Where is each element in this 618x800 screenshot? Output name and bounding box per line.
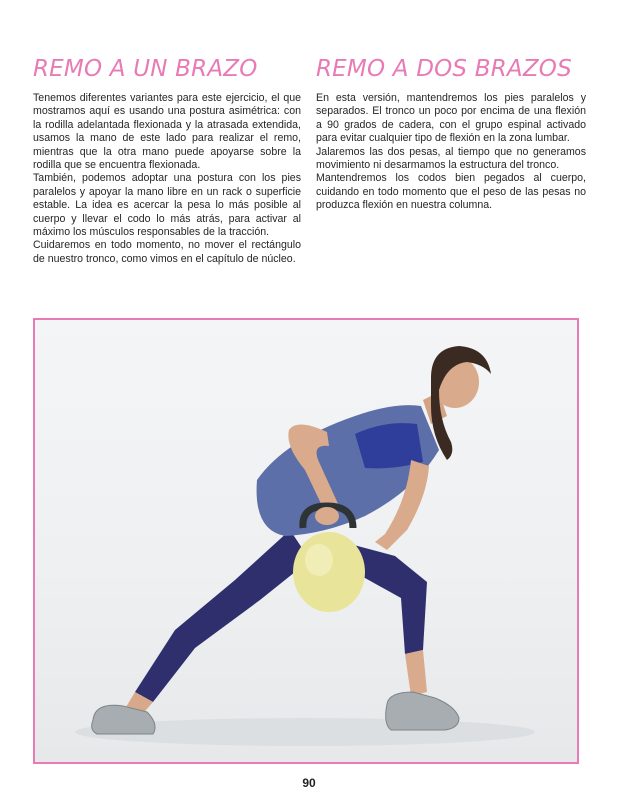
right-body-text bbox=[316, 92, 586, 213]
gripping-hand bbox=[315, 507, 339, 525]
front-shin bbox=[405, 650, 427, 696]
woman-kettlebell-row-illustration bbox=[35, 320, 577, 762]
exercise-photo bbox=[33, 318, 579, 764]
kettlebell-highlight bbox=[305, 544, 333, 576]
heading-remo-un-brazo: REMO A UN BRAZO bbox=[33, 56, 258, 82]
left-paragraph-3: Cuidaremos en todo momento, no mover el rectángulo de nuestro tronco, como vimos en el capítulo de núcleo. bbox=[33, 239, 301, 265]
left-paragraph-1: Tenemos diferentes variantes para este ejercicio, el que mostramos aquí es usando una postura asimétrica: con la rodilla adelantada flexionada y la atrasada extendida, usamos la mano de este lado para realizar el remo, mientras que la otra mano puede apoyarse sobre la rodilla que se encuentra flexionada. bbox=[33, 92, 301, 172]
left-body-text bbox=[33, 92, 301, 266]
page-number: 90 bbox=[302, 776, 316, 790]
right-column bbox=[316, 56, 586, 213]
left-column bbox=[33, 56, 301, 266]
left-paragraph-2: También, podemos adoptar una postura con los pies paralelos y apoyar la mano libre en un rack o superficie estable. La idea es acercar la pesa lo más posible al cuerpo y llevar el codo lo más atrás, para activar al máximo los músculos responsables de la tracción. bbox=[33, 172, 301, 239]
back-leg bbox=[135, 530, 310, 702]
front-shoe bbox=[386, 692, 459, 730]
heading-remo-dos-brazos: REMO A DOS BRAZOS bbox=[316, 56, 572, 82]
right-paragraph-2: Jalaremos las dos pesas, al tiempo que no generamos movimiento ni desarmamos la estructura del tronco. bbox=[316, 145, 586, 172]
kettlebell bbox=[293, 532, 365, 612]
right-paragraph-1: En esta versión, mantendremos los pies paralelos y separados. El tronco un poco por encima de una flexión a 90 grados de cadera, con el grupo espinal activado para evitar cualquier tipo de flexión en la zona lumbar. bbox=[316, 92, 586, 145]
right-paragraph-3: Mantendremos los codos bien pegados al cuerpo, cuidando en todo momento que el peso de las pesas no produzca flexión en nuestra columna. bbox=[316, 172, 586, 212]
